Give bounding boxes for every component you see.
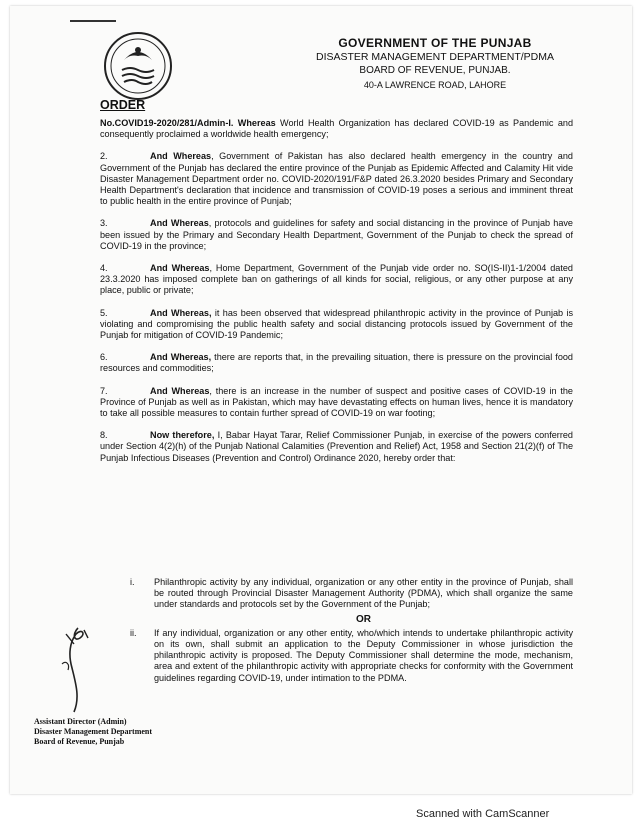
- paragraph-number: 6.: [100, 352, 108, 363]
- paragraph-4: [100, 263, 573, 297]
- scanner-watermark: Scanned with CamScanner: [416, 808, 550, 820]
- paragraph-number: 8.: [100, 430, 108, 441]
- header-line-1: GOVERNMENT OF THE PUNJAB: [338, 36, 532, 50]
- handwritten-signature: [28, 624, 108, 724]
- paragraph-lead: And Whereas: [150, 151, 212, 162]
- paragraph-lead: And Whereas: [150, 263, 210, 274]
- paragraph-lead: And Whereas: [150, 385, 210, 396]
- paragraph-text: World Health Organization has declared COVID-19 as Pandemic and consequently proclaimed a worldwide health emergency;: [100, 118, 573, 140]
- list-item-number: i.: [130, 577, 135, 587]
- paragraph-number: 3.: [100, 218, 108, 229]
- header-line-2: DISASTER MANAGEMENT DEPARTMENT/PDMA: [315, 51, 555, 63]
- stamp-line-2: Disaster Management Department: [34, 727, 153, 736]
- list-item: [100, 628, 573, 684]
- paragraph-number: 7.: [100, 385, 108, 396]
- letterhead: [300, 36, 570, 92]
- header-line-3: BOARD OF REVENUE, PUNJAB.: [359, 65, 511, 76]
- scan-mark: [70, 20, 116, 22]
- paragraph-text: there are reports that, in the prevailing situation, there is pressure on the provincial food resources and commodities;: [100, 352, 573, 374]
- paragraph-lead: And Whereas: [150, 218, 209, 229]
- paragraph-number: 4.: [100, 263, 108, 274]
- list-item-text: If any individual, organization or any other entity, who/which intends to undertake philanthropic activity on its own, shall submit an application to the Deputy Commissioner in whose jurisdiction the philanthropic activity is proposed. The Deputy Commissioner shall determine the mode, mechanism, area and extent of the philanthropic activity with appropriate checks for conformity with the Government guidelines regarding COVID-19, under intimation to the PDMA.: [154, 627, 573, 683]
- official-stamp: [34, 717, 152, 747]
- paragraph-lead: Now therefore,: [150, 430, 215, 441]
- paragraph-number: 5.: [100, 307, 108, 318]
- list-item-number: ii.: [130, 627, 137, 638]
- order-list: [100, 577, 573, 684]
- paragraph-text: , protocols and guidelines for safety and social distancing in the province of Punjab have been issued by the Primary and Secondary Health Department, Government of the Punjab to check the spread of COVID-19 in the province;: [100, 218, 573, 251]
- paragraph-number: 2.: [100, 151, 108, 162]
- list-item: [100, 577, 573, 611]
- paragraph-lead: No.COVID19-2020/281/Admin-I. Whereas: [100, 118, 276, 128]
- order-body: [100, 118, 573, 475]
- punjab-emblem-icon: [102, 30, 174, 102]
- list-item-text: Philanthropic activity by any individual, organization or any other entity in the province of Punjab, shall be routed through Provincial Disaster Management Authority (PDMA), which shall organize the same under standards and protocols set by the Government of the Punjab;: [154, 577, 573, 610]
- paragraph-lead: And Whereas,: [150, 352, 212, 363]
- paragraph-2: [100, 151, 573, 207]
- paragraph-3: [100, 218, 573, 252]
- document-page: [10, 6, 632, 794]
- order-title: ORDER: [100, 98, 146, 112]
- header-line-4: 40-A LAWRENCE ROAD, LAHORE: [363, 80, 507, 90]
- paragraph-5: [100, 308, 573, 342]
- paragraph-lead: And Whereas,: [150, 307, 212, 318]
- paragraph-text: , Government of Pakistan has also declared health emergency in the country and Government of the Punjab has declared the entire province of the Punjab as Epidemic Affected and Calamity Hit vide Disaster Management Department order no. COVID-2020/191/F&P dated 26.3.2020 besides Primary and Secondary Health Department's declaration that incidence and transmission of COVID-19 poses a serious and imminent threat to public health in the entire province of Punjab;: [100, 151, 573, 207]
- paragraph-text: it has been observed that widespread philanthropic activity in the province of Punjab is violating and compromising the public health safety and social distancing protocols issued by Government of the Punjab for mitigation of COVID-19 Pandemic;: [100, 307, 574, 341]
- stamp-line-3: Board of Revenue, Punjab: [34, 737, 125, 746]
- or-separator: OR: [356, 613, 371, 625]
- paragraph-6: [100, 352, 573, 374]
- paragraph-7: [100, 386, 573, 420]
- paragraph-8: [100, 430, 573, 464]
- paragraph-1: [100, 118, 573, 140]
- stamp-line-1: Assistant Director (Admin): [34, 717, 127, 726]
- paragraph-text: , there is an increase in the number of suspect and positive cases of COVID-19 in the Province of Punjab as well as in Pakistan, which may have devastating effects on human lives, hence it is mandatory to take all possible measures to contain further spread of COVID-19 on war footing;: [100, 385, 573, 419]
- paragraph-text: , Home Department, Government of the Punjab vide order no. SO(IS-II)1-1/2004 dated 23.3.2020 has imposed complete ban on gatherings of all kinds for social, religious, or any other purpose at any place, public or private;: [100, 263, 573, 296]
- paragraph-text: I, Babar Hayat Tarar, Relief Commissioner Punjab, in exercise of the powers conferred under Section 4(2)(h) of the Punjab National Calamities (Prevention and Relief) Act, 1958 and Section 21(2)(f) of The Punjab Infectious Diseases (Prevention and Control) Ordinance 2020, hereby order that:: [100, 430, 573, 463]
